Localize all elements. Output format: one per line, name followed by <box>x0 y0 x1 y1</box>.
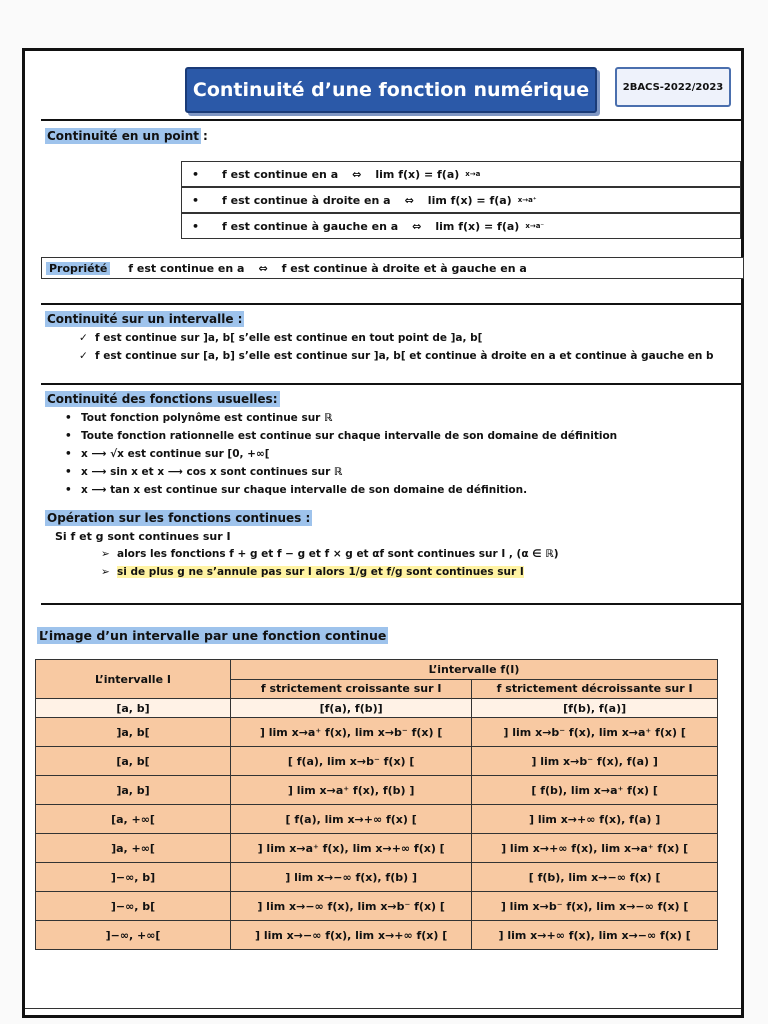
row-right: lim f(x) = f(a) <box>435 219 520 233</box>
list-item: • x ⟶ sin x et x ⟶ cos x sont continues sur ℝ <box>63 463 744 481</box>
list-item: • x ⟶ √x est continue sur [0, +∞[ <box>63 445 744 463</box>
bottom-divider <box>25 1008 741 1009</box>
row-left: f est continue à gauche en a <box>222 219 399 233</box>
header-group: L’intervalle f(I) <box>231 660 718 680</box>
table-row: ]a, +∞[ ] lim x→a⁺ f(x), lim x→+∞ f(x) [ ] lim x→+∞ f(x), lim x→a⁺ f(x) [ <box>36 834 718 863</box>
table-row: ]a, b] ] lim x→a⁺ f(x), f(b) ] [ f(b), lim x→a⁺ f(x) [ <box>36 776 718 805</box>
table-row: [a, b] [f(a), f(b)] [f(b), f(a)] <box>36 699 718 718</box>
row-right: lim f(x) = f(a) <box>375 167 460 181</box>
usual-section <box>41 383 744 605</box>
equivalence-symbol: ⇔ <box>404 193 414 207</box>
bullet: • <box>65 412 72 424</box>
equivalence-symbol: ⇔ <box>352 167 362 181</box>
table-row: ]−∞, b] ] lim x→−∞ f(x), f(b) ] [ f(b), lim x→−∞ f(x) [ <box>36 863 718 892</box>
row-limit-subscript: x→a⁺ <box>517 196 537 204</box>
table-row: [a, b[ [ f(a), lim x→b⁻ f(x) [ ] lim x→b⁻ f(x), f(a) ] <box>36 747 718 776</box>
row-limit-subscript: x→a <box>465 170 481 178</box>
header-decreasing: f strictement décroissante sur I <box>472 679 718 699</box>
check-icon: ✓ <box>79 350 88 362</box>
list-item: • Tout fonction polynôme est continue sur ℝ <box>63 409 744 427</box>
table-row: ]−∞, +∞[ ] lim x→−∞ f(x), lim x→+∞ f(x) [ ] lim x→+∞ f(x), lim x→−∞ f(x) [ <box>36 921 718 950</box>
worksheet-page <box>22 48 744 1018</box>
operation-intro: Si f et g sont continues sur I <box>55 530 231 543</box>
equivalence-symbol: ⇔ <box>412 219 422 233</box>
row-right: lim f(x) = f(a) <box>427 193 512 207</box>
point-section-heading: Continuité en un point <box>47 129 200 143</box>
interval-section-heading: Continuité sur un intervalle : <box>47 312 243 326</box>
bullet: • <box>192 219 200 233</box>
table-row: ]−∞, b[ ] lim x→−∞ f(x), lim x→b⁻ f(x) [ ] lim x→b⁻ f(x), lim x→−∞ f(x) [ <box>36 892 718 921</box>
bullet: • <box>65 430 72 442</box>
point-section-colon: : <box>203 129 208 143</box>
list-item: ✓ f est continue sur [a, b] s’elle est continue sur ]a, b[ et continue à droite en a et continue à gauche en b <box>77 347 744 365</box>
bullet: • <box>192 167 200 181</box>
continuity-row-2 <box>181 187 741 213</box>
table-header-row <box>36 660 718 680</box>
bullet: • <box>65 466 72 478</box>
interval-section <box>41 303 744 381</box>
image-section-heading: L’image d’un intervalle par une fonction continue <box>39 628 387 643</box>
list-item: ➢ si de plus g ne s’annule pas sur I alors 1/g et f/g sont continues sur I <box>99 563 744 581</box>
propriete-row <box>41 257 744 279</box>
row-limit-subscript: x→a⁻ <box>525 222 545 230</box>
equivalence-symbol: ⇔ <box>258 261 268 275</box>
list-item: ➢ alors les fonctions f + g et f − g et f × g et αf sont continues sur I , (α ∈ ℝ) <box>99 545 744 563</box>
page-title: Continuité d’une fonction numérique <box>185 67 597 113</box>
arrow-icon: ➢ <box>101 566 110 578</box>
propriete-right: f est continue à droite et à gauche en a <box>281 261 527 275</box>
continuity-row-1 <box>181 161 741 187</box>
continuity-row-3 <box>181 213 741 239</box>
propriete-label: Propriété <box>46 262 110 275</box>
arrow-icon: ➢ <box>101 548 110 560</box>
header-increasing: f strictement croissante sur I <box>231 679 472 699</box>
table-row: [a, +∞[ [ f(a), lim x→+∞ f(x) [ ] lim x→+∞ f(x), f(a) ] <box>36 805 718 834</box>
table-row: ]a, b[ ] lim x→a⁺ f(x), lim x→b⁻ f(x) [ ] lim x→b⁻ f(x), lim x→a⁺ f(x) [ <box>36 718 718 747</box>
row-left: f est continue en a <box>222 167 339 181</box>
row-left: f est continue à droite en a <box>222 193 391 207</box>
list-item: • Toute fonction rationnelle est continue sur chaque intervalle de son domaine de définition <box>63 427 744 445</box>
list-item: • x ⟶ tan x est continue sur chaque intervalle de son domaine de définition. <box>63 481 744 499</box>
check-icon: ✓ <box>79 332 88 344</box>
bullet: • <box>65 484 72 496</box>
class-year-tag: 2BACS-2022/2023 <box>615 67 731 107</box>
usual-section-heading: Continuité des fonctions usuelles: <box>47 392 278 406</box>
bullet: • <box>192 193 200 207</box>
operation-section-heading: Opération sur les fonctions continues : <box>47 511 311 525</box>
list-item: ✓ f est continue sur ]a, b[ s’elle est continue en tout point de ]a, b[ <box>77 329 744 347</box>
propriete-left: f est continue en a <box>128 261 245 275</box>
image-interval-table <box>35 659 718 950</box>
bullet: • <box>65 448 72 460</box>
header-interval: L’intervalle I <box>36 660 231 699</box>
